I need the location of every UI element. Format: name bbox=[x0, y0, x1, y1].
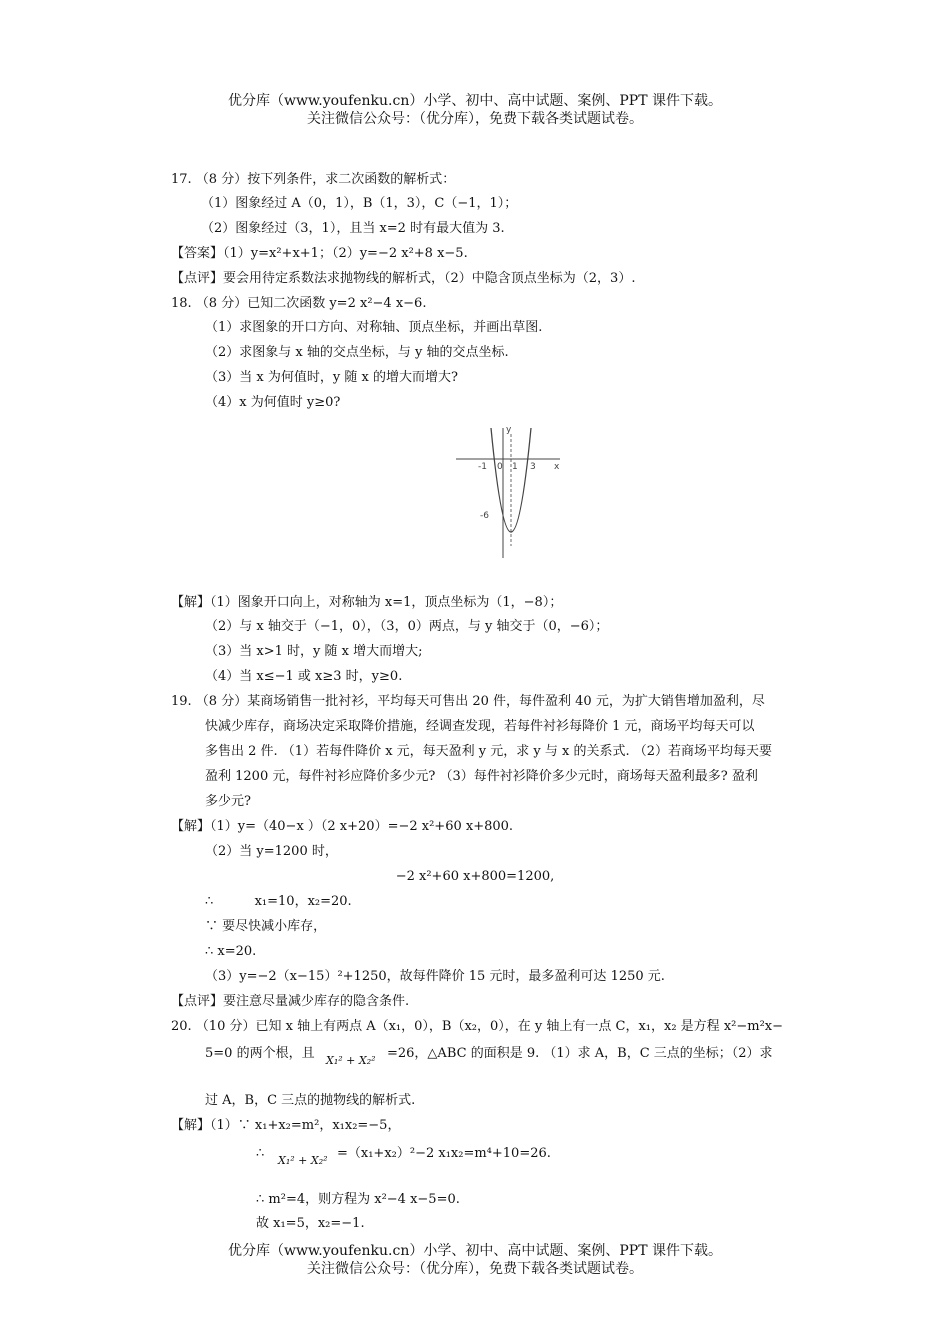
q20-solution-4: 故 x₁=5，x₂=−1. bbox=[256, 1216, 365, 1231]
tick-zero: 0 bbox=[497, 462, 503, 472]
q17-stem: 17. （8 分）按下列条件，求二次函数的解析式： bbox=[171, 172, 456, 187]
y-axis-label: y bbox=[506, 425, 512, 435]
tick-neg1: -1 bbox=[478, 462, 487, 472]
q19-roots: ∴ x₁=10，x₂=20. bbox=[205, 894, 352, 909]
q18-solution-3: （3）当 x>1 时，y 随 x 增大而增大; bbox=[205, 644, 423, 659]
q20-solution-1: 【解】（1）∵ x₁+x₂=m²，x₁x₂=−5， bbox=[171, 1118, 401, 1133]
q18-part-2: （2）求图象与 x 轴的交点坐标，与 y 轴的交点坐标. bbox=[205, 345, 509, 360]
q18-solution-4: （4）当 x≤−1 或 x≥3 时，y≥0. bbox=[205, 669, 403, 684]
q19-therefore: ∴ x=20. bbox=[205, 944, 257, 959]
q20-line-2b: =26，△ABC 的面积是 9. （1）求 A，B，C 三点的坐标；（2）求 bbox=[387, 1046, 773, 1061]
footer-line-1: 优分库（www.youfenku.cn）小学、初中、高中试题、案例、PPT 课件下载。 bbox=[227, 1243, 722, 1259]
q18-stem: 18. （8 分）已知二次函数 y=2 x²−4 x−6. bbox=[171, 296, 427, 311]
q20-line-2a: 5=0 的两个根，且 bbox=[205, 1046, 315, 1061]
q18-part-4: （4）x 为何值时 y≥0? bbox=[205, 395, 341, 410]
q20-solution-2: =（x₁+x₂）²−2 x₁x₂=m⁴+10=26. bbox=[337, 1146, 551, 1161]
parabola-sketch bbox=[450, 422, 566, 562]
q17-answer: 【答案】（1）y=x²+x+1；（2）y=−2 x²+8 x−5. bbox=[171, 246, 468, 261]
q18-solution-2: （2）与 x 轴交于（−1，0），（3，0）两点，与 y 轴交于（0，−6）； bbox=[205, 619, 609, 634]
q19-because: ∵ 要尽快减小库存， bbox=[205, 919, 327, 934]
q19-line-1: 19. （8 分）某商场销售一批衬衫，平均每天可售出 20 件，每件盈利 40 元，为扩大销售增加盈利，尽 bbox=[171, 694, 765, 709]
q20-therefore-symbol: ∴ bbox=[256, 1146, 265, 1161]
q18-solution-1: 【解】（1）图象开口向上，对称轴为 x=1，顶点坐标为（1，−8）； bbox=[171, 595, 563, 610]
footer-line-2: 关注微信公众号：（优分库），免费下载各类试题试卷。 bbox=[307, 1261, 643, 1277]
q20-line-1: 20. （10 分）已知 x 轴上有两点 A（x₁，0），B（x₂，0），在 y 轴上有一点 C，x₁，x₂ 是方程 x²−m²x− bbox=[171, 1019, 784, 1034]
q17-part-2: （2）图象经过（3，1），且当 x=2 时有最大值为 3. bbox=[201, 221, 505, 236]
q20-solution-3: ∴ m²=4，则方程为 x²−4 x−5=0. bbox=[256, 1192, 460, 1207]
header-line-1: 优分库（www.youfenku.cn）小学、初中、高中试题、案例、PPT 课件下载。 bbox=[227, 93, 722, 109]
q19-equation: −2 x²+60 x+800=1200, bbox=[395, 869, 555, 884]
q18-part-1: （1）求图象的开口方向、对称轴、顶点坐标，并画出草图. bbox=[205, 320, 543, 335]
header-line-2: 关注微信公众号：（优分库），免费下载各类试题试卷。 bbox=[307, 111, 643, 127]
q20-sum-of-squares-expression: X₁² + X₂² bbox=[326, 1054, 376, 1067]
q19-line-2: 快减少库存，商场决定采取降价措施，经调查发现，若每件衬衫每降价 1 元，商场平均每天可以 bbox=[205, 719, 755, 734]
q19-review: 【点评】要注意尽量减少库存的隐含条件. bbox=[171, 994, 410, 1009]
q19-solution-2: （2）当 y=1200 时， bbox=[205, 844, 338, 859]
q17-review: 【点评】要会用待定系数法求抛物线的解析式，（2）中隐含顶点坐标为（2，3）. bbox=[171, 271, 636, 286]
tick-neg6: -6 bbox=[480, 511, 489, 521]
q19-line-3: 多售出 2 件. （1）若每件降价 x 元，每天盈利 y 元，求 y 与 x 的关系式. （2）若商场平均每天要 bbox=[205, 744, 773, 759]
q18-part-3: （3）当 x 为何值时，y 随 x 的增大而增大? bbox=[205, 370, 458, 385]
q20-sum-of-squares-expression-2: X₁² + X₂² bbox=[278, 1154, 328, 1167]
q19-solution-3: （3）y=−2（x−15）²+1250，故每件降价 15 元时，最多盈利可达 1250 元. bbox=[205, 969, 665, 984]
q17-part-1: （1）图象经过 A（0，1），B（1，3），C（−1，1）； bbox=[201, 196, 518, 211]
tick-three: 3 bbox=[530, 462, 536, 472]
q19-solution-1: 【解】（1）y=（40−x ）（2 x+20）=−2 x²+60 x+800. bbox=[171, 819, 514, 834]
tick-one: 1 bbox=[512, 462, 518, 472]
x-axis-label: x bbox=[554, 462, 560, 472]
q19-line-4: 盈利 1200 元，每件衬衫应降价多少元? （3）每件衬衫降价多少元时，商场每天盈利最多? 盈利 bbox=[205, 769, 758, 784]
q19-line-5: 多少元? bbox=[205, 794, 251, 809]
q20-line-3: 过 A，B，C 三点的抛物线的解析式. bbox=[205, 1093, 416, 1108]
